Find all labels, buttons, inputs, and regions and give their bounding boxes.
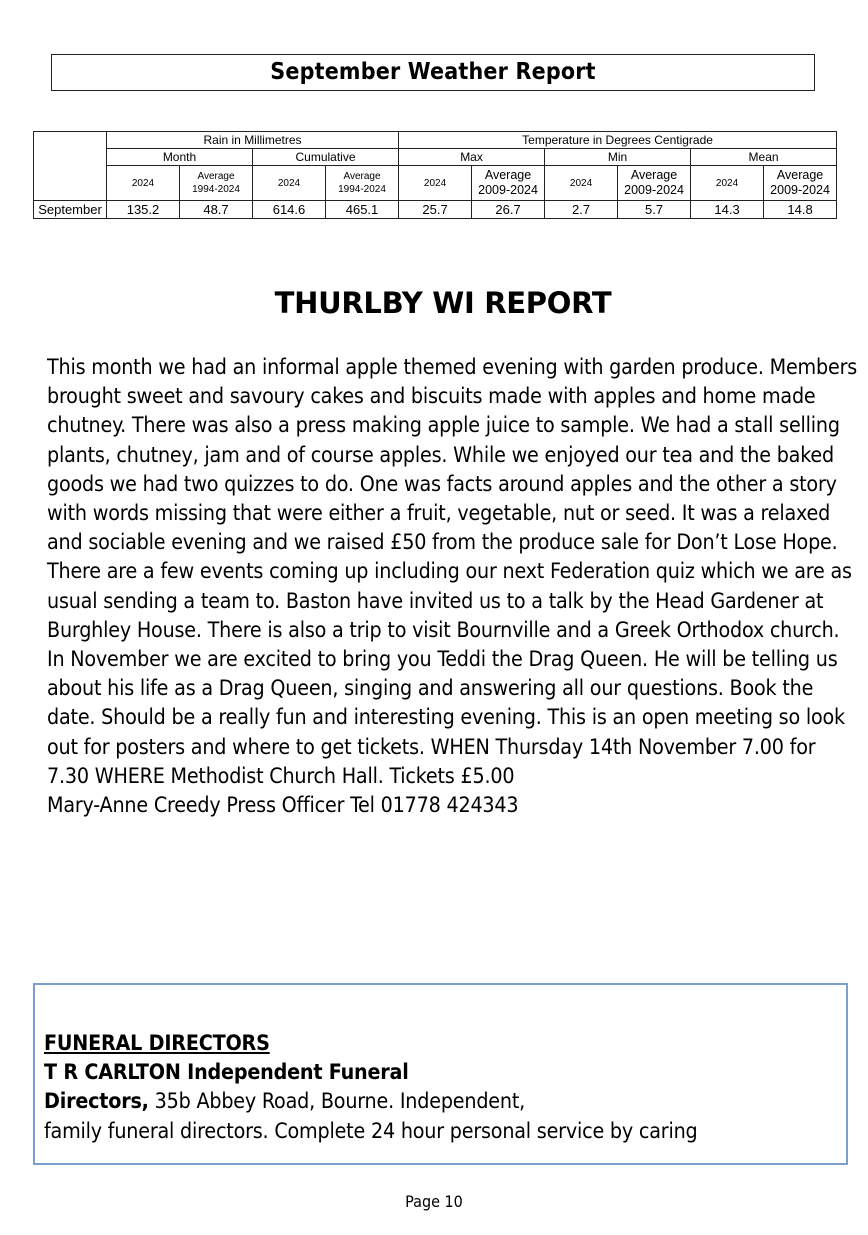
col-label: 2009-2024 bbox=[478, 183, 538, 197]
weather-report-title: September Weather Report bbox=[270, 59, 596, 85]
cell-temp-min-2024: 2.7 bbox=[545, 201, 618, 219]
col-mean-2024: 2024 bbox=[691, 166, 764, 201]
header-mean: Mean bbox=[691, 149, 837, 166]
cell-temp-max-2024: 25.7 bbox=[399, 201, 472, 219]
advert-company-name: T R CARLTON Independent Funeral bbox=[44, 1060, 409, 1086]
header-min: Min bbox=[545, 149, 691, 166]
col-min-average bbox=[618, 166, 691, 201]
cell-temp-min-average: 5.7 bbox=[618, 201, 691, 219]
advert-directors-label: Directors, bbox=[44, 1089, 149, 1115]
table-column-row bbox=[34, 166, 837, 201]
wi-report-title: THURLBY WI REPORT bbox=[274, 286, 612, 320]
advert-heading: FUNERAL DIRECTORS bbox=[44, 1031, 270, 1056]
table-row bbox=[34, 201, 837, 219]
page-number: Page 10 bbox=[405, 1192, 463, 1211]
paragraph: This month we had an informal apple themed evening with garden produce. Members brought sweet and savoury cakes and biscuits made with apples and home made chutney. There was also a press making apple juice to sample. We had a stall selling plants, chutney, jam and of course apples. While we enjoyed our tea and the baked goods we had two quizzes to do. One was facts around apples and the other a story with words missing that were either a fruit, vegetable, nut or seed. It was a relaxed and sociable evening and we raised £50 from the produce sale for Don’t Lose Hope. bbox=[47, 355, 858, 556]
col-label: 1994-2024 bbox=[338, 184, 386, 195]
col-label: 2009-2024 bbox=[770, 183, 830, 197]
col-month-average bbox=[180, 166, 253, 201]
col-label: Average bbox=[343, 171, 381, 182]
header-month: Month bbox=[107, 149, 253, 166]
col-cumulative-average bbox=[326, 166, 399, 201]
col-min-2024: 2024 bbox=[545, 166, 618, 201]
col-label: 2009-2024 bbox=[624, 183, 684, 197]
wi-report-body bbox=[47, 353, 862, 820]
col-cumulative-2024: 2024 bbox=[253, 166, 326, 201]
paragraph: There are a few events coming up including our next Federation quiz which we are as usual sending a team to. Baston have invited us to a talk by the Head Gardener at Burghley House. There is also a trip to visit Bournville and a Greek Orthodox church. bbox=[47, 559, 852, 643]
blank-corner-cell bbox=[34, 132, 107, 201]
col-label: 1994-2024 bbox=[192, 184, 240, 195]
weather-report-title-box bbox=[51, 54, 815, 91]
col-label: Average bbox=[197, 171, 235, 182]
cell-rain-cumulative-average: 465.1 bbox=[326, 201, 399, 219]
col-label: Average bbox=[484, 168, 532, 182]
funeral-directors-advert bbox=[33, 983, 848, 1165]
cell-rain-month-2024: 135.2 bbox=[107, 201, 180, 219]
row-label: September bbox=[34, 201, 107, 219]
header-cumulative: Cumulative bbox=[253, 149, 399, 166]
col-mean-average bbox=[764, 166, 837, 201]
cell-rain-cumulative-2024: 614.6 bbox=[253, 201, 326, 219]
paragraph: Mary-Anne Creedy Press Officer Tel 01778 424343 bbox=[47, 793, 519, 819]
col-label: Average bbox=[630, 168, 678, 182]
advert-address-line bbox=[44, 1087, 698, 1116]
cell-rain-month-average: 48.7 bbox=[180, 201, 253, 219]
header-temperature: Temperature in Degrees Centigrade bbox=[399, 132, 837, 149]
col-month-2024: 2024 bbox=[107, 166, 180, 201]
cell-temp-max-average: 26.7 bbox=[472, 201, 545, 219]
table-subheader-row bbox=[34, 149, 837, 166]
weather-table bbox=[33, 131, 837, 219]
col-max-2024: 2024 bbox=[399, 166, 472, 201]
col-max-average bbox=[472, 166, 545, 201]
header-max: Max bbox=[399, 149, 545, 166]
advert-address: 35b Abbey Road, Bourne. Independent, bbox=[148, 1089, 526, 1115]
header-rain: Rain in Millimetres bbox=[107, 132, 399, 149]
advert-description: family funeral directors. Complete 24 hour personal service by caring bbox=[44, 1118, 698, 1144]
col-label: Average bbox=[776, 168, 824, 182]
cell-temp-mean-average: 14.8 bbox=[764, 201, 837, 219]
cell-temp-mean-2024: 14.3 bbox=[691, 201, 764, 219]
paragraph: In November we are excited to bring you Teddi the Drag Queen. He will be telling us about his life as a Drag Queen, singing and answering all our questions. Book the date. Should be a really fun and interesting evening. This is an open meeting so look out for posters and where to get tickets. WHEN Thursday 14th November 7.00 for 7.30 WHERE Methodist Church Hall. Tickets £5.00 bbox=[47, 647, 845, 789]
advert-content bbox=[44, 1029, 698, 1146]
table-header-row bbox=[34, 132, 837, 149]
